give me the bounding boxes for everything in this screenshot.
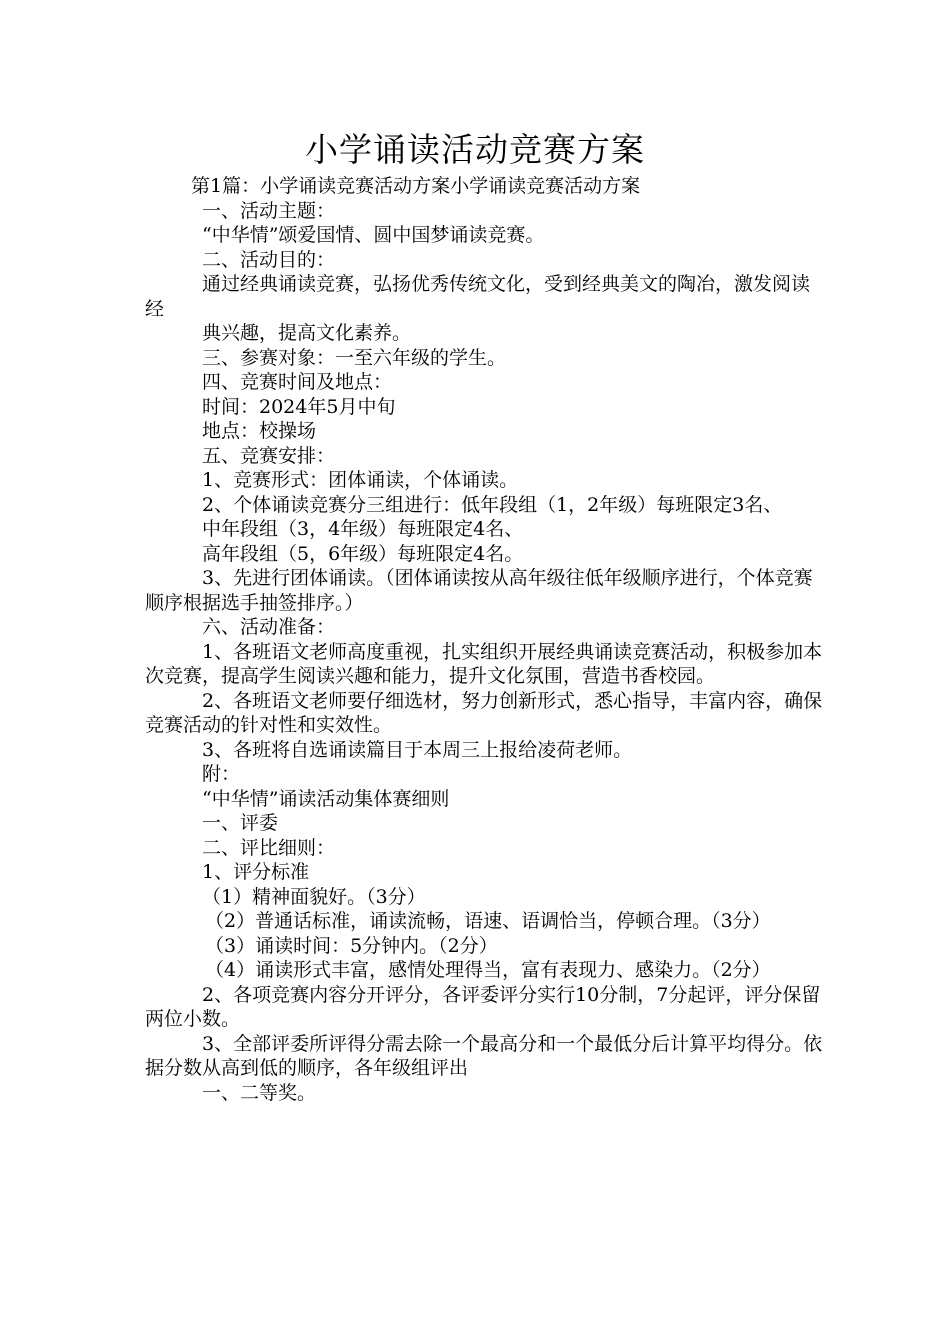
paragraph-arrangement-3: 3、先进行团体诵读。（团体诵读按从高年级往低年级顺序进行，个体竞赛顺序根据选手抽签排序。）: [145, 567, 813, 614]
paragraph-awards: 一、二等奖。: [202, 1081, 317, 1104]
paragraph-purpose-1: 通过经典诵读竞赛，弘扬优秀传统文化，受到经典美文的陶冶，激发阅读经: [145, 273, 811, 320]
paragraph-arrangement-2: 2、个体诵读竞赛分三组进行：低年段组（1，2年级）每班限定3名、: [202, 493, 783, 516]
paragraph-arrangement-1: 1、竞赛形式：团体诵读，个体诵读。: [202, 469, 519, 491]
section-heading-rules: 二、评比细则：: [202, 836, 336, 859]
paragraph-criterion-2: （2）普通话标准，诵读流畅，语速、语调恰当，停顿合理。（3分）: [205, 910, 771, 932]
paragraph-arrangement-2c: 高年段组（5，6年级）每班限定4名。: [202, 542, 524, 565]
paragraph-theme: “中华情”颂爱国情、圆中国梦诵读竞赛。: [202, 224, 545, 246]
paragraph-arrangement-2b: 中年段组（3，4年级）每班限定4名、: [202, 518, 524, 540]
section-heading-arrangement: 五、竞赛安排：: [202, 444, 336, 467]
paragraph-scoring-2: 2、各项竞赛内容分开评分，各评委评分实行10分制，7分起评，评分保留两位小数。: [145, 983, 821, 1030]
paragraph-criterion-1: （1）精神面貌好。（3分）: [202, 885, 426, 908]
paragraph-criterion-3: （3）诵读时间：5分钟内。（2分）: [205, 934, 498, 957]
section-heading-theme: 一、活动主题：: [202, 199, 336, 222]
paragraph-preparation-1: 1、各班语文老师高度重视，扎实组织开展经典诵读竞赛活动，积极参加本次竞赛，提高学生阅读兴趣和能力，提升文化氛围，营造书香校园。: [145, 640, 823, 687]
section-heading-participants: 三、参赛对象：一至六年级的学生。: [202, 346, 507, 369]
appendix-title: “中华情”诵读活动集体赛细则: [202, 787, 450, 810]
paragraph-purpose-2: 典兴趣，提高文化素养。: [202, 322, 412, 344]
section-heading-judges: 一、评委: [202, 812, 279, 834]
document-title: 小学诵读活动竞赛方案: [305, 130, 645, 169]
paragraph-criterion-4: （4）诵读形式丰富，感情处理得当，富有表现力、感染力。（2分）: [205, 959, 771, 981]
paragraph-time: 时间：2024年5月中旬: [202, 395, 396, 418]
document-body: [145, 174, 825, 1105]
appendix-label: 附：: [202, 763, 241, 785]
paragraph-place: 地点：校操场: [202, 420, 317, 442]
paragraph-preparation-2: 2、各班语文老师要仔细选材，努力创新形式，悉心指导，丰富内容，确保竞赛活动的针对性和实效性。: [145, 689, 823, 736]
article-heading: 第1篇：小学诵读竞赛活动方案小学诵读竞赛活动方案: [191, 175, 641, 197]
section-heading-purpose: 二、活动目的：: [202, 248, 336, 271]
paragraph-scoring-standard: 1、评分标准: [202, 861, 310, 883]
paragraph-scoring-3: 3、全部评委所评得分需去除一个最高分和一个最低分后计算平均得分。依据分数从高到低的顺序，各年级组评出: [145, 1032, 823, 1079]
paragraph-preparation-3: 3、各班将自选诵读篇目于本周三上报给凌荷老师。: [202, 738, 633, 761]
section-heading-time-place: 四、竞赛时间及地点：: [202, 371, 393, 393]
section-heading-preparation: 六、活动准备：: [202, 616, 336, 638]
